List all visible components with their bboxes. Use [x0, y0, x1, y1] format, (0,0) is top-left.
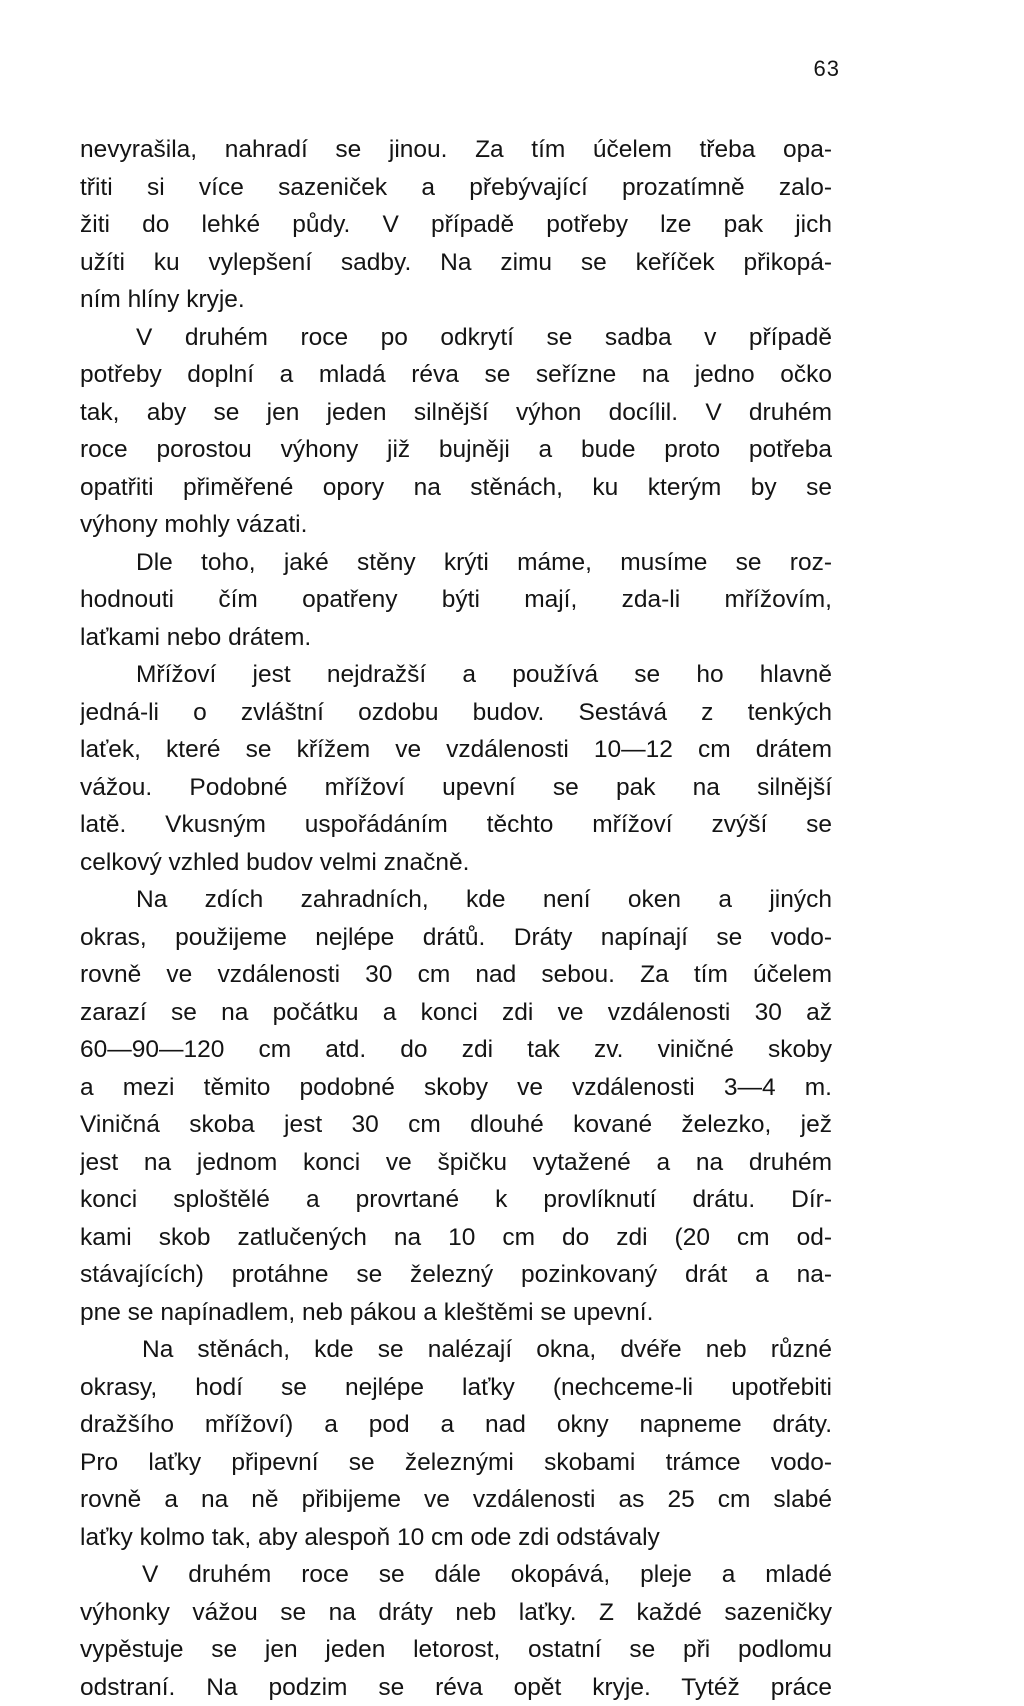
text-line: Dle toho, jaké stěny krýti máme, musíme se roz-	[136, 544, 832, 582]
text-line: hodnouti čím opatřeny býti mají, zda-li mřížovím,	[80, 581, 832, 619]
page-number: 63	[814, 56, 840, 82]
text-line: zarazí se na počátku a konci zdi ve vzdálenosti 30 až	[80, 994, 832, 1032]
text-line: latě. Vkusným uspořádáním těchto mřížoví zvýší se	[80, 806, 832, 844]
text-line: vážou. Podobné mřížoví upevní se pak na silnější	[80, 769, 832, 807]
text-line: stávajících) protáhne se železný pozinkovaný drát a na-	[80, 1256, 832, 1294]
text-line: vypěstuje se jen jeden letorost, ostatní se při podlomu	[80, 1631, 832, 1669]
text-line: Na zdích zahradních, kde není oken a jiných	[136, 881, 832, 919]
text-line: laťky kolmo tak, aby alespoň 10 cm ode zdi odstávaly	[80, 1519, 832, 1557]
text-line: okrasy, hodí se nejlépe laťky (nechceme-li upotřebiti	[80, 1369, 832, 1407]
text-line: rovně ve vzdálenosti 30 cm nad sebou. Za tím účelem	[80, 956, 832, 994]
text-line: žiti do lehké půdy. V případě potřeby lze pak jich	[80, 206, 832, 244]
text-line: jedná-li o zvláštní ozdobu budov. Sestává z tenkých	[80, 694, 832, 732]
text-line: V druhém roce po odkrytí se sadba v případě	[136, 319, 832, 357]
text-line: potřeby doplní a mladá réva se seřízne na jedno očko	[80, 356, 832, 394]
text-line: Pro laťky připevní se železnými skobami trámce vodo-	[80, 1444, 832, 1482]
text-line: Mřížoví jest nejdražší a používá se ho hlavně	[136, 656, 832, 694]
text-line: laťkami nebo drátem.	[80, 619, 832, 657]
text-line: užíti ku vylepšení sadby. Na zimu se keříček přikopá-	[80, 244, 832, 282]
text-line: třiti si více sazeniček a přebývající prozatímně zalo-	[80, 169, 832, 207]
text-line: 60—90—120 cm atd. do zdi tak zv. viničné skoby	[80, 1031, 832, 1069]
text-line: dražšího mřížoví) a pod a nad okny napneme dráty.	[80, 1406, 832, 1444]
text-line: laťek, které se křížem ve vzdálenosti 10—12 cm drátem	[80, 731, 832, 769]
text-line: V druhém roce se dále okopává, pleje a mladé	[142, 1556, 832, 1594]
text-line: tak, aby se jen jeden silnější výhon docílil. V druhém	[80, 394, 832, 432]
text-line: opatřiti přiměřené opory na stěnách, ku kterým by se	[80, 469, 832, 507]
text-line: odstraní. Na podzim se réva opět kryje. Tytéž práce	[80, 1669, 832, 1706]
text-line: Na stěnách, kde se nalézají okna, dvéře neb různé	[142, 1331, 832, 1369]
text-line: jest na jednom konci ve špičku vytažené a na druhém	[80, 1144, 832, 1182]
text-line: ním hlíny kryje.	[80, 281, 832, 319]
text-line: rovně a na ně přibijeme ve vzdálenosti as 25 cm slabé	[80, 1481, 832, 1519]
text-line: pne se napínadlem, neb pákou a kleštěmi se upevní.	[80, 1294, 832, 1332]
text-line: roce porostou výhony již bujněji a bude proto potřeba	[80, 431, 832, 469]
text-line: výhonky vážou se na dráty neb laťky. Z každé sazeničky	[80, 1594, 832, 1632]
text-line: celkový vzhled budov velmi značně.	[80, 844, 832, 882]
body-text	[80, 131, 832, 1706]
text-line: Viničná skoba jest 30 cm dlouhé kované železko, jež	[80, 1106, 832, 1144]
text-line: okras, použijeme nejlépe drátů. Dráty napínají se vodo-	[80, 919, 832, 957]
text-line: a mezi těmito podobné skoby ve vzdálenosti 3—4 m.	[80, 1069, 832, 1107]
text-line: nevyrašila, nahradí se jinou. Za tím účelem třeba opa-	[80, 131, 832, 169]
text-line: kami skob zatlučených na 10 cm do zdi (20 cm od-	[80, 1219, 832, 1257]
text-line: konci sploštělé a provrtané k provlíknutí drátu. Dír-	[80, 1181, 832, 1219]
text-line: výhony mohly vázati.	[80, 506, 832, 544]
